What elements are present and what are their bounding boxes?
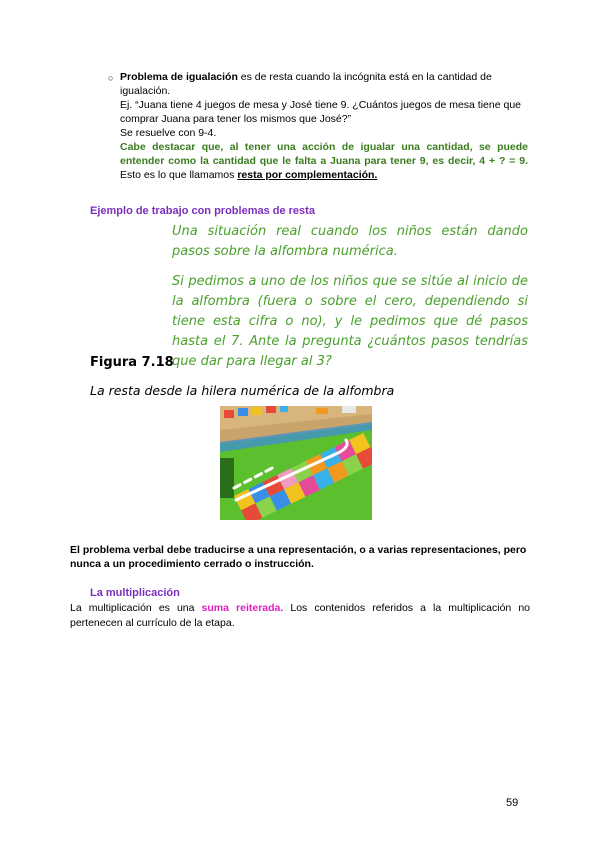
figure-caption: La resta desde la hilera numérica de la alfombra — [90, 383, 395, 398]
bullet-emphasis-paragraph — [120, 140, 528, 182]
example-section-title: Ejemplo de trabajo con problemas de resta — [90, 205, 315, 217]
bullet-marker: ○ — [108, 73, 114, 83]
multiplication-highlight: suma reiterada. — [201, 602, 284, 614]
bullet-emphasis: Cabe destacar que, al tener una acción de igualar una cantidad, se puede entender como la cantidad que le falta a Juana para tener 9, es decir, 4 + ? = 9. — [120, 141, 528, 167]
multiplication-text-after: Los contenidos referidos a la multiplicación no pertenecen al currículo de la etapa. — [70, 602, 530, 629]
bullet-item-igualacion — [108, 70, 528, 182]
example-paragraph-1: Una situación real cuando los niños están dando pasos sobre la alfombra numérica. — [172, 224, 528, 259]
figure-label: Figura 7.18 — [90, 355, 174, 370]
multiplication-title: La multiplicación — [90, 587, 180, 599]
figure-photo — [220, 406, 372, 520]
multiplication-text-before: La multiplicación es una — [70, 602, 202, 614]
bullet-after-emphasis: Esto es lo que llamamos — [120, 169, 238, 181]
multiplication-paragraph — [70, 601, 530, 631]
number-mat-photo-illustration — [220, 406, 372, 520]
page-number: 59 — [506, 797, 519, 809]
bullet-underlined-term: resta por complementación. — [237, 169, 378, 181]
bullet-definition-text: es de resta cuando la incógnita está en la cantidad de igualación. — [120, 71, 492, 97]
statement-paragraph: El problema verbal debe traducirse a una representación, o a varias representaciones, pero nunca a un procedimiento cerrado o instrucción. — [70, 544, 527, 570]
bullet-term: Problema de igualación — [120, 71, 238, 83]
example-paragraph-2: Si pedimos a uno de los niños que se sitúe al inicio de la alfombra (fuera o sobre el cero, dependiendo si tiene esta cifra o no), y le pedimos que dé pasos hasta el 7. Ante la pregunta ¿cuántos pasos tendrías que dar para llegar al 3? — [172, 274, 528, 369]
bullet-definition — [120, 70, 528, 98]
bullet-example: Ej. “Juana tiene 4 juegos de mesa y José tiene 9. ¿Cuántos juegos de mesa tiene que comprar Juana para tener los mismos que José?” — [120, 99, 521, 125]
example-section-body — [172, 222, 528, 382]
bullet-solution: Se resuelve con 9-4. — [120, 127, 217, 139]
